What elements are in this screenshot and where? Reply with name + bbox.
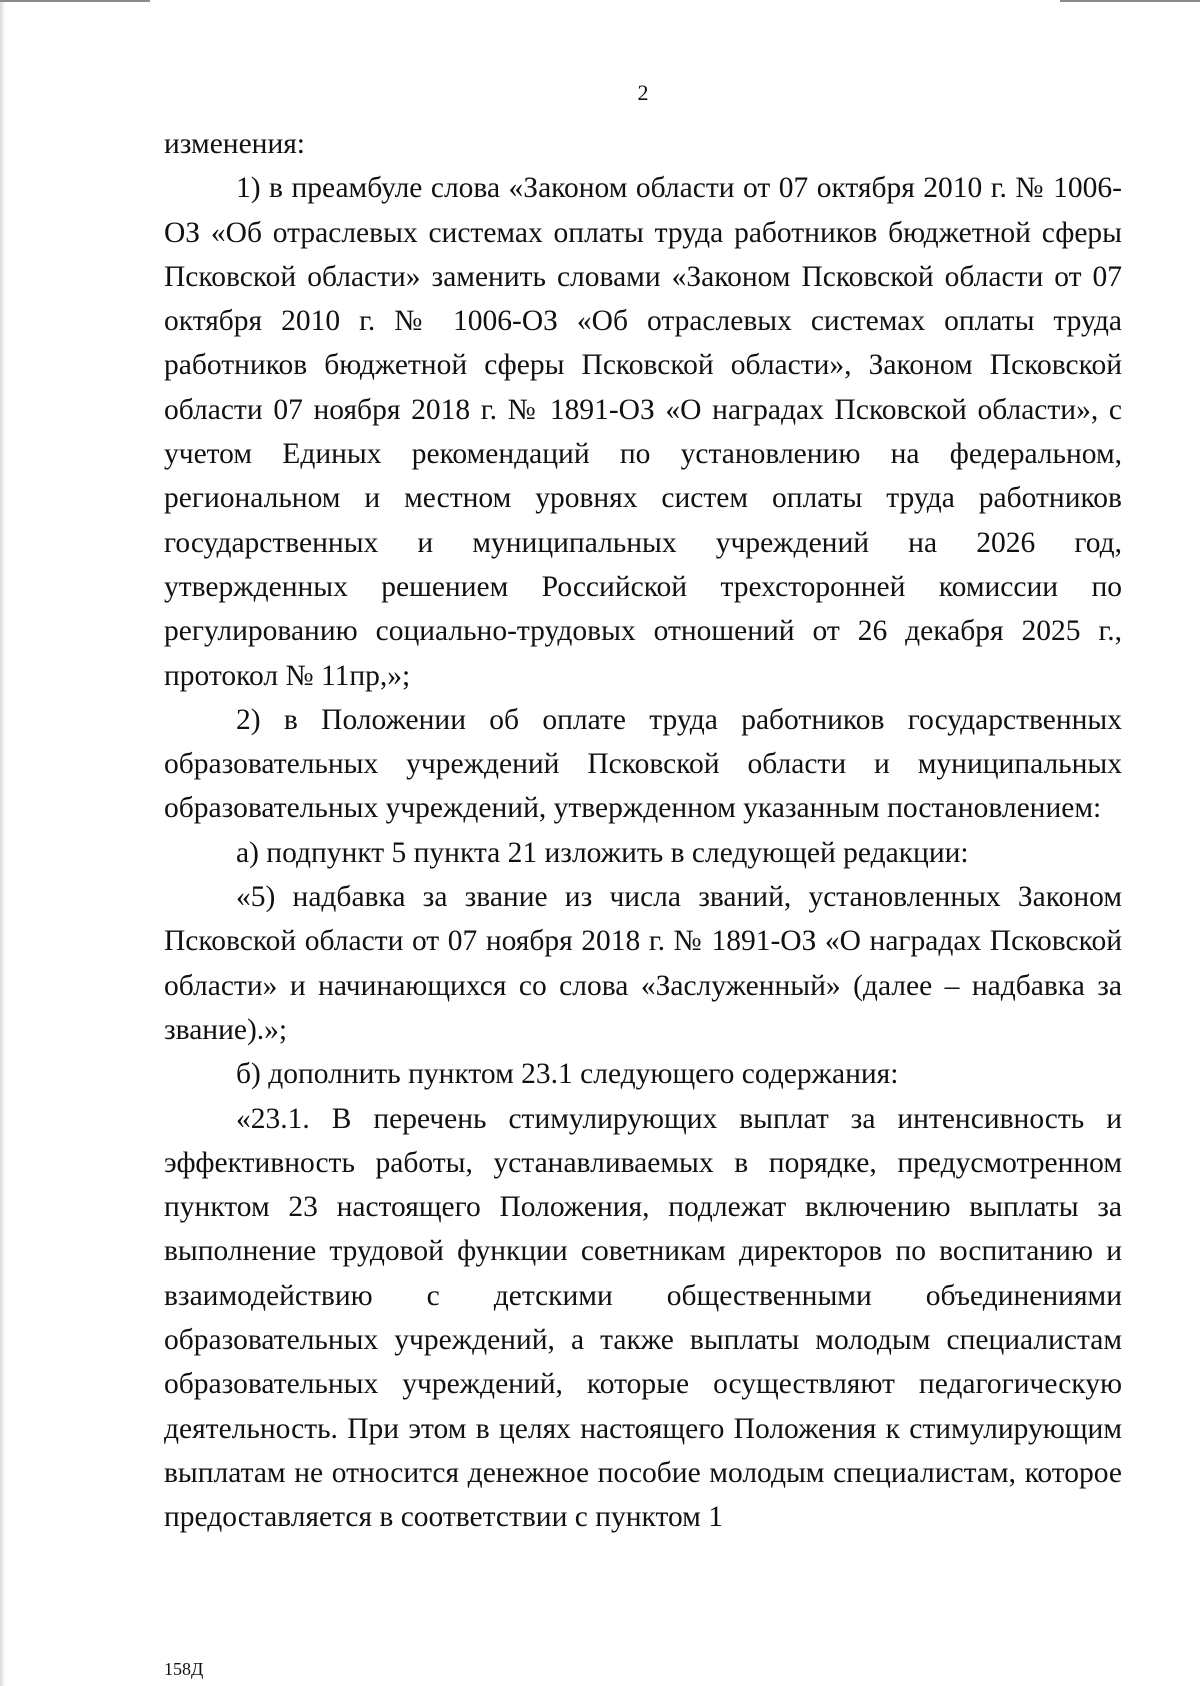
paragraph-quote-23-1: «23.1. В перечень стимулирующих выплат за интенсивность и эффективность работы, устанавливаемых в порядке, предусмотренном пунктом 23 настоящего Положения, подлежат включению выплаты за выполнение трудовой функции советникам директоров по воспитанию и взаимодействию с детскими общественными объединениями образовательных учреждений, а также выплаты молодым специалистам образовательных учреждений, которые осуществляют педагогическую деятельность. При этом в целях настоящего Положения к стимулирующим выплатам не относится денежное пособие молодым специалистам, которое предоставляется в соответствии с пунктом 1: [164, 1102, 1122, 1534]
paragraph-item-2-regulation: 2) в Положении об оплате труда работников государственных образовательных учреждений Псковской области и муниципальных образовательных учреждений, утвержденном указанным постановлением:: [164, 703, 1122, 825]
paragraph-quote-5: «5) надбавка за звание из числа званий, установленных Законом Псковской области от 07 ноября 2018 г. № 1891-ОЗ «О наградах Псковской области» и начинающихся со слова «Заслуженный» (далее – надбавка за звание).»;: [164, 881, 1122, 1046]
scan-top-border-left: [0, 0, 150, 2]
paragraph-subitem-b: б) дополнить пунктом 23.1 следующего содержания:: [236, 1058, 899, 1091]
scan-edge: [0, 0, 6, 1686]
scan-top-border-right: [1060, 0, 1200, 2]
paragraph-subitem-a: а) подпункт 5 пункта 21 изложить в следующей редакции:: [236, 836, 969, 869]
paragraph-item-1-preamble: 1) в преамбуле слова «Законом области от 07 октября 2010 г. № 1006-ОЗ «Об отраслевых системах оплаты труда работников бюджетной сферы Псковской области» заменить словами «Законом Псковской области от 07 октября 2010 г. № 1006-ОЗ «Об отраслевых системах оплаты труда работников бюджетной сферы Псковской области», Законом Псковской области 07 ноября 2018 г. № 1891-ОЗ «О наградах Псковской области», с учетом Единых рекомендаций по установлению на федеральном, региональном и местном уровнях систем оплаты труда работников государственных и муниципальных учреждений на 2026 год, утвержденных решением Российской трехсторонней комиссии по регулированию социально-трудовых отношений от 26 декабря 2025 г., протокол № 11пр,»;: [164, 172, 1122, 692]
page-number: 2: [637, 80, 649, 105]
document-code: 158Д: [164, 1659, 204, 1679]
paragraph-continuation: изменения:: [164, 128, 306, 160]
document-body: [164, 122, 1122, 1540]
